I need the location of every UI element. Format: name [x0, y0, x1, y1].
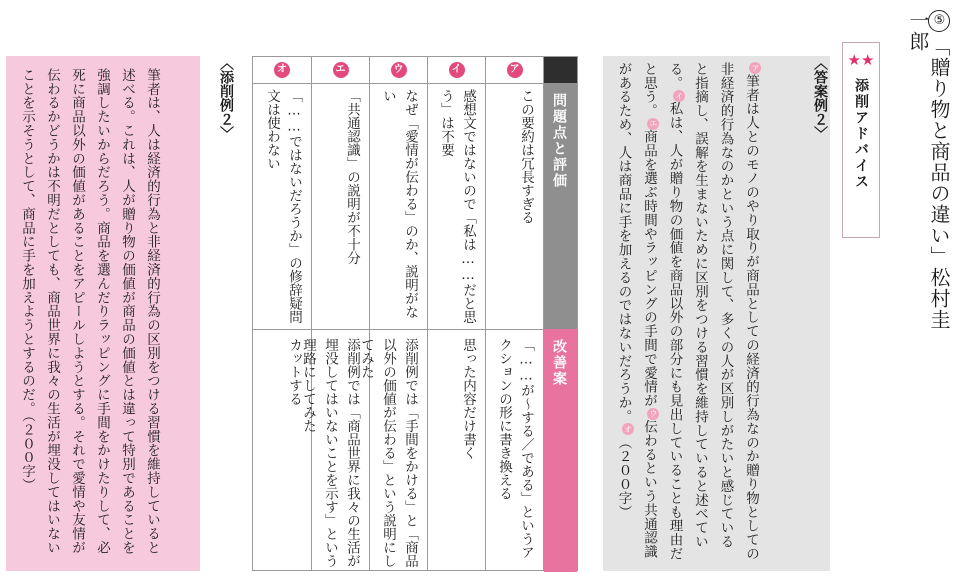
- row-problem: なぜ「愛情が伝わる」のか、説明がない: [380, 89, 418, 319]
- row-problem: 「……ではないだろうか」の修辞疑問文は使わない: [264, 89, 302, 324]
- marker-i-icon: イ: [674, 91, 684, 101]
- marker-a-icon: ア: [751, 63, 760, 73]
- marker-u-icon: ウ: [391, 62, 407, 78]
- evaluation-table: [252, 56, 578, 571]
- marker-u-icon: ウ: [649, 409, 658, 418]
- table-row: [300, 57, 369, 570]
- row-problem: この要約は冗長すぎる: [518, 89, 534, 224]
- marker-e-icon: エ: [649, 119, 658, 128]
- marker-e-icon: エ: [333, 62, 349, 78]
- advice-label-box: [842, 42, 880, 238]
- advice-label: 添削アドバイス: [853, 78, 869, 190]
- correction-example-text: 筆者は、人は経済的行為と非経済的行為の区別をつける習慣を維持していると述べる。これは、人が贈り物の価値が商品の価値とは違って特別であることを強調したいからだろう。商品を選んだりラッピングに手間をかけたりして、必死に商品以外の価値があることをアピールしようとする。それで愛情や友情が伝わるかどうかは不明だとしても、商品世界に我々の生活が埋没してはいないことを示そうとして、商品に手を加えようとするのだ。（２００字）: [19, 68, 160, 555]
- correction-example-heading: 〈添削例２〉: [218, 56, 234, 140]
- star-icon: ★★: [847, 51, 875, 69]
- answer-segment: 私は、人が贈り物の価値を商品以外の部分にも見出していることも理由だと思う。: [641, 62, 683, 561]
- marker-o-icon: オ: [274, 62, 290, 78]
- marker-o-icon: オ: [623, 425, 633, 434]
- table-row: [427, 57, 485, 570]
- star-icons: [848, 53, 875, 68]
- answer-example-heading: 〈答案例２〉: [812, 56, 828, 140]
- answer-segment: 伝わるという共通認識があるため、人は商品に手を加えるのではないだろうか。: [615, 62, 657, 559]
- row-suggestion: 添削例では「手間をかける」と「商品以外の価値が伝わる」という説明にしてみた: [358, 338, 418, 568]
- row-suggestion: 思った内容だけ書く: [460, 338, 476, 460]
- row-suggestion: 「……が〜する／である」というアクションの形に書き換える: [496, 338, 534, 559]
- page-title: [908, 10, 950, 340]
- table-row: [485, 57, 543, 570]
- header-suggestion: 改善案: [551, 339, 567, 387]
- title-text: 「贈り物と商品の違い」松村圭一郎: [906, 10, 951, 330]
- row-suggestion: 添削例では「商品世界に我々の生活が埋没してはいないことを示す」という理路にしてみた: [300, 338, 360, 568]
- row-problem: 「共通認識」の説明が不十分: [344, 89, 360, 265]
- answer-segment: 筆者は人とのモノのやり取りが商品としての経済的行為なのか贈り物としての非経済的行為なのかという点に関して、多くの人が区別しがたいと感じていると指摘し、誤解を生まないために区別をつける習慣を維持していると述べている。: [666, 62, 759, 561]
- table-row: [358, 57, 427, 570]
- answer-segment: （２００字）: [615, 435, 632, 519]
- row-problem: 感想文ではないので「私は……だと思う」は不要: [438, 89, 476, 324]
- row-suggestion: カットする: [286, 338, 302, 406]
- marker-a-icon: ア: [507, 62, 523, 78]
- marker-i-icon: イ: [449, 62, 465, 78]
- answer-segment: 商品を選ぶ時間やラッピングの手間で愛情が: [641, 129, 657, 408]
- header-problem: 問題点と評価: [551, 93, 567, 189]
- title-number: ⑤: [928, 10, 950, 32]
- answer-example-text: [610, 62, 763, 562]
- table-header-column: [543, 57, 577, 570]
- table-row: [252, 57, 311, 570]
